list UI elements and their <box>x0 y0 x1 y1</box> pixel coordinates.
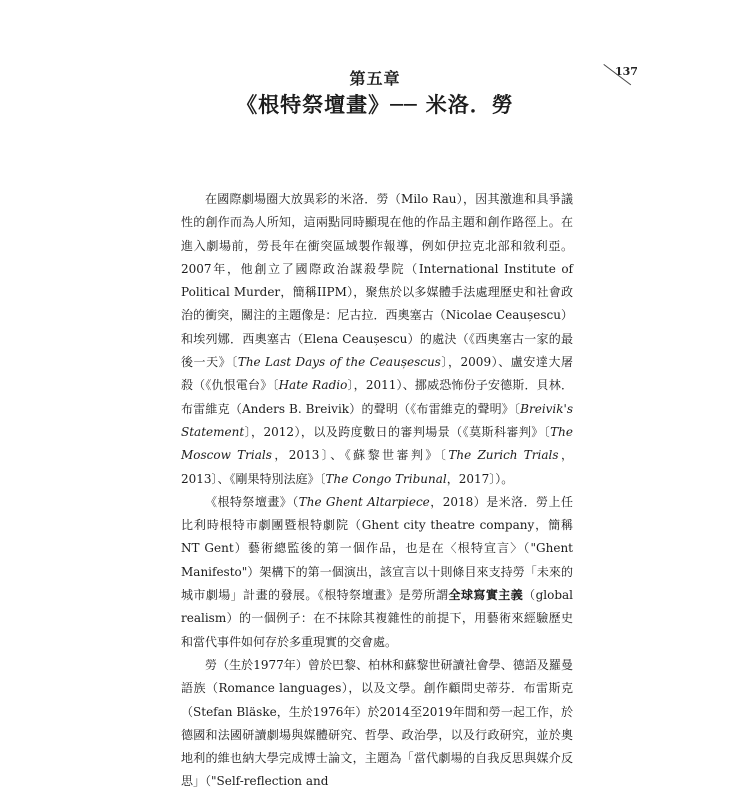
text-run: 〕，2012），以及跨度數日的審判場景（《莫斯科審判》〔 <box>244 424 551 439</box>
paragraph-1 <box>181 188 573 491</box>
text-run: 〕，2011）、挪威恐怖份子安德斯．貝林．布雷維克（Anders B. Breivik）的聲明（《布雷維克的聲明》〔 <box>181 378 573 416</box>
paragraph-3 <box>181 654 573 794</box>
page-number: 137 <box>615 65 638 78</box>
italic-title: The Ghent Altarpiece <box>298 494 430 509</box>
text-run: 〕，2009）、盧安達大屠殺（《仇恨電台》〔 <box>181 355 574 393</box>
paragraph-2 <box>181 491 573 654</box>
italic-title: The Moscow Trials <box>181 424 573 463</box>
italic-title: Breivik's Statement <box>181 401 573 439</box>
text-run: ，2017〕）。 <box>446 471 514 486</box>
body-text <box>181 188 573 794</box>
italic-title: The Last Days of the Ceaușescus <box>237 355 441 370</box>
text-run: ，2013〕、《剛果特別法庭》〔 <box>181 448 574 486</box>
text-run: 勞（生於1977年）曾於巴黎、柏林和蘇黎世研讀社會學、德語及羅曼語族（Romance languages），以及文學。創作顧問史蒂芬．布雷斯克（Stefan Bläske，生於1976年）於2014至2019年間和勞一起工作，於德國和法國研讀劇場與媒體研究、哲學、政治學，以及行政研究，並於奧地利的維也納大學完成博士論文，主題為「當代劇場的自我反思與媒介反思」（"Self-reflection and <box>181 657 573 789</box>
italic-title: The Zurich Trials <box>448 448 559 463</box>
italic-title: Hate Radio <box>278 378 348 393</box>
bold-term: 全球寫實主義 <box>448 588 524 603</box>
italic-title: The Congo Tribunal <box>325 471 447 486</box>
text-run: 《根特祭壇畫》（ <box>205 494 299 509</box>
text-run: ，2018）是米洛．勞上任比利時根特市劇團暨根特劇院（Ghent city theatre company，簡稱NT Gent）藝術總監後的第一個作品，也是在〈根特宣言〉（"Ghent Manifesto"）架構下的第一個演出，該宣言以十則條目來支持勞「未來的城市劇場」計畫的發展。《根特祭壇畫》是勞所謂 <box>181 494 573 603</box>
text-run: （global realism）的一個例子：在不抹除其複雜性的前提下，用藝術來經驗歷史和當代事件如何存於多重現實的交會處。 <box>181 588 573 649</box>
chapter-title: 《根特祭壇畫》── 米洛．勞 <box>236 92 514 117</box>
chapter-label: 第五章 <box>349 69 401 88</box>
text-run: ，2013〕、《蘇黎世審判》〔 <box>271 448 449 463</box>
text-run: 在國際劇場圈大放異彩的米洛．勞（Milo Rau），因其激進和具爭議性的創作而為人所知，這兩點同時顯現在他的作品主題和創作路徑上。在進入劇場前，勞長年在衝突區域製作報導，例如伊拉克北部和敘利亞。2007年，他創立了國際政治謀殺學院（International Institute of Political Murder，簡稱IIPM），聚焦於以多媒體手法處理歷史和社會政治的衝突，關注的主題像是：尼古拉．西奧塞古（Nicolae Ceaușescu）和埃列娜．西奧塞古（Elena Ceaușescu）的處決（《西奧塞古一家的最後一天》〔 <box>181 192 573 370</box>
